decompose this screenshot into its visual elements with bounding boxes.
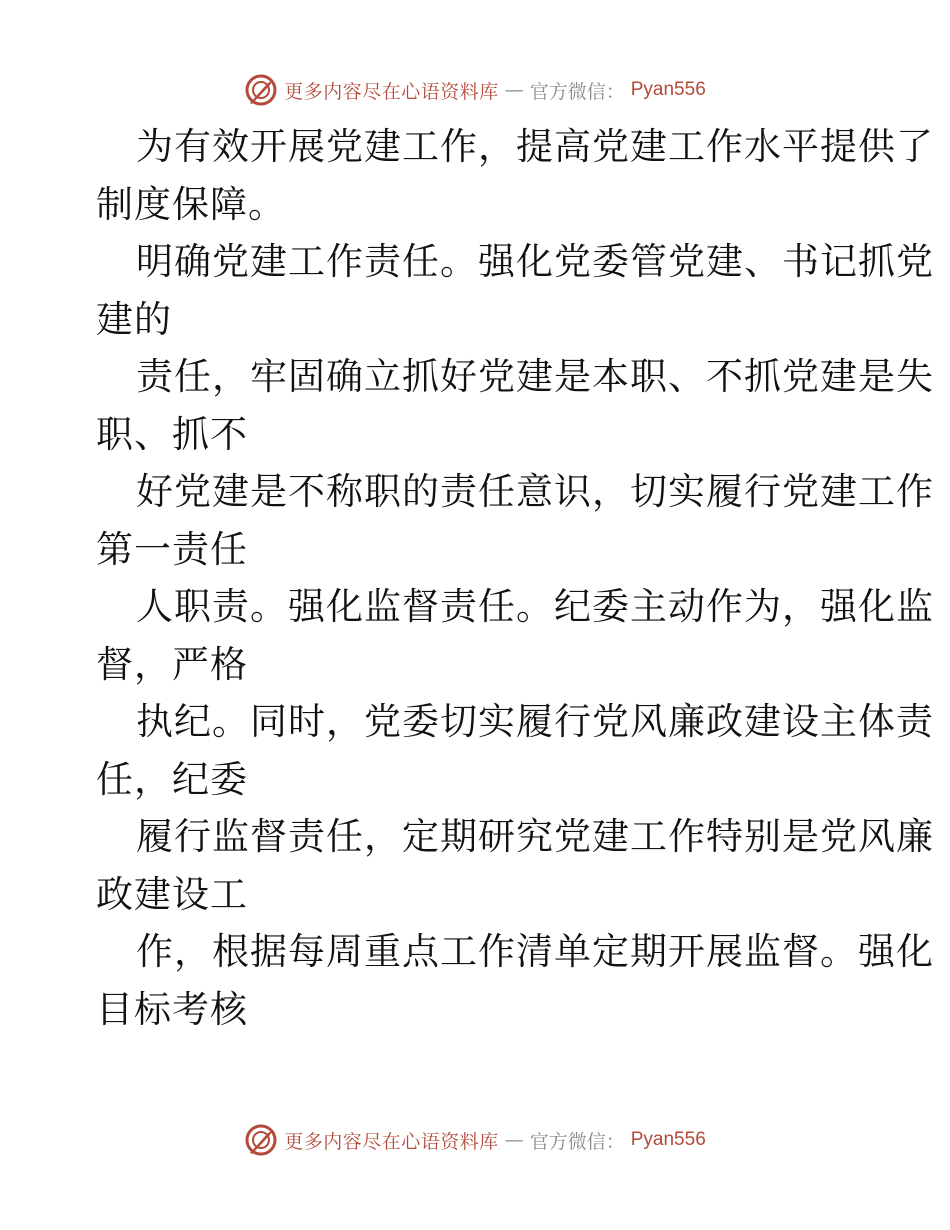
body-line: 目标考核 (96, 987, 248, 1031)
body-line: 履行监督责任，定期研究党建工作特别是党风廉 (136, 815, 934, 858)
body-line: 职、抓不 (96, 412, 248, 456)
watermark-site-text: 更多内容尽在心语资料库 (284, 80, 499, 103)
watermark-wechat-id: Pyan556 (630, 79, 706, 100)
document-body (96, 118, 934, 1038)
body-line: 任，纪委 (96, 757, 248, 801)
body-line: 制度保障。 (96, 182, 286, 226)
header-watermark (0, 70, 950, 110)
watermark-wechat-id: Pyan556 (630, 1129, 706, 1150)
body-line: 第一责任 (96, 527, 248, 571)
watermark-wechat-label: 官方微信： (529, 80, 625, 103)
body-line: 好党建是不称职的责任意识，切实履行党建工作 (136, 470, 934, 513)
watermark-dash: — (504, 1129, 524, 1151)
watermark-dash: — (504, 79, 524, 101)
body-line: 责任，牢固确立抓好党建是本职、不抓党建是失 (136, 355, 934, 398)
body-line: 人职责。强化监督责任。纪委主动作为，强化监 (136, 585, 934, 628)
body-line: 明确党建工作责任。强化党委管党建、书记抓党 (136, 240, 934, 283)
body-line: 督，严格 (96, 642, 248, 686)
body-line: 作，根据每周重点工作清单定期开展监督。强化 (136, 930, 934, 973)
body-line: 为有效开展党建工作，提高党建工作水平提供了 (136, 125, 934, 168)
body-line: 建的 (96, 297, 172, 341)
body-line: 执纪。同时，党委切实履行党风廉政建设主体责 (136, 700, 934, 743)
watermark-wechat-label: 官方微信： (529, 1130, 625, 1153)
footer-watermark (0, 1120, 950, 1160)
watermark-site-text: 更多内容尽在心语资料库 (284, 1130, 499, 1153)
body-line: 政建设工 (96, 872, 248, 916)
logo-icon (244, 73, 278, 107)
logo-icon (244, 1123, 278, 1157)
